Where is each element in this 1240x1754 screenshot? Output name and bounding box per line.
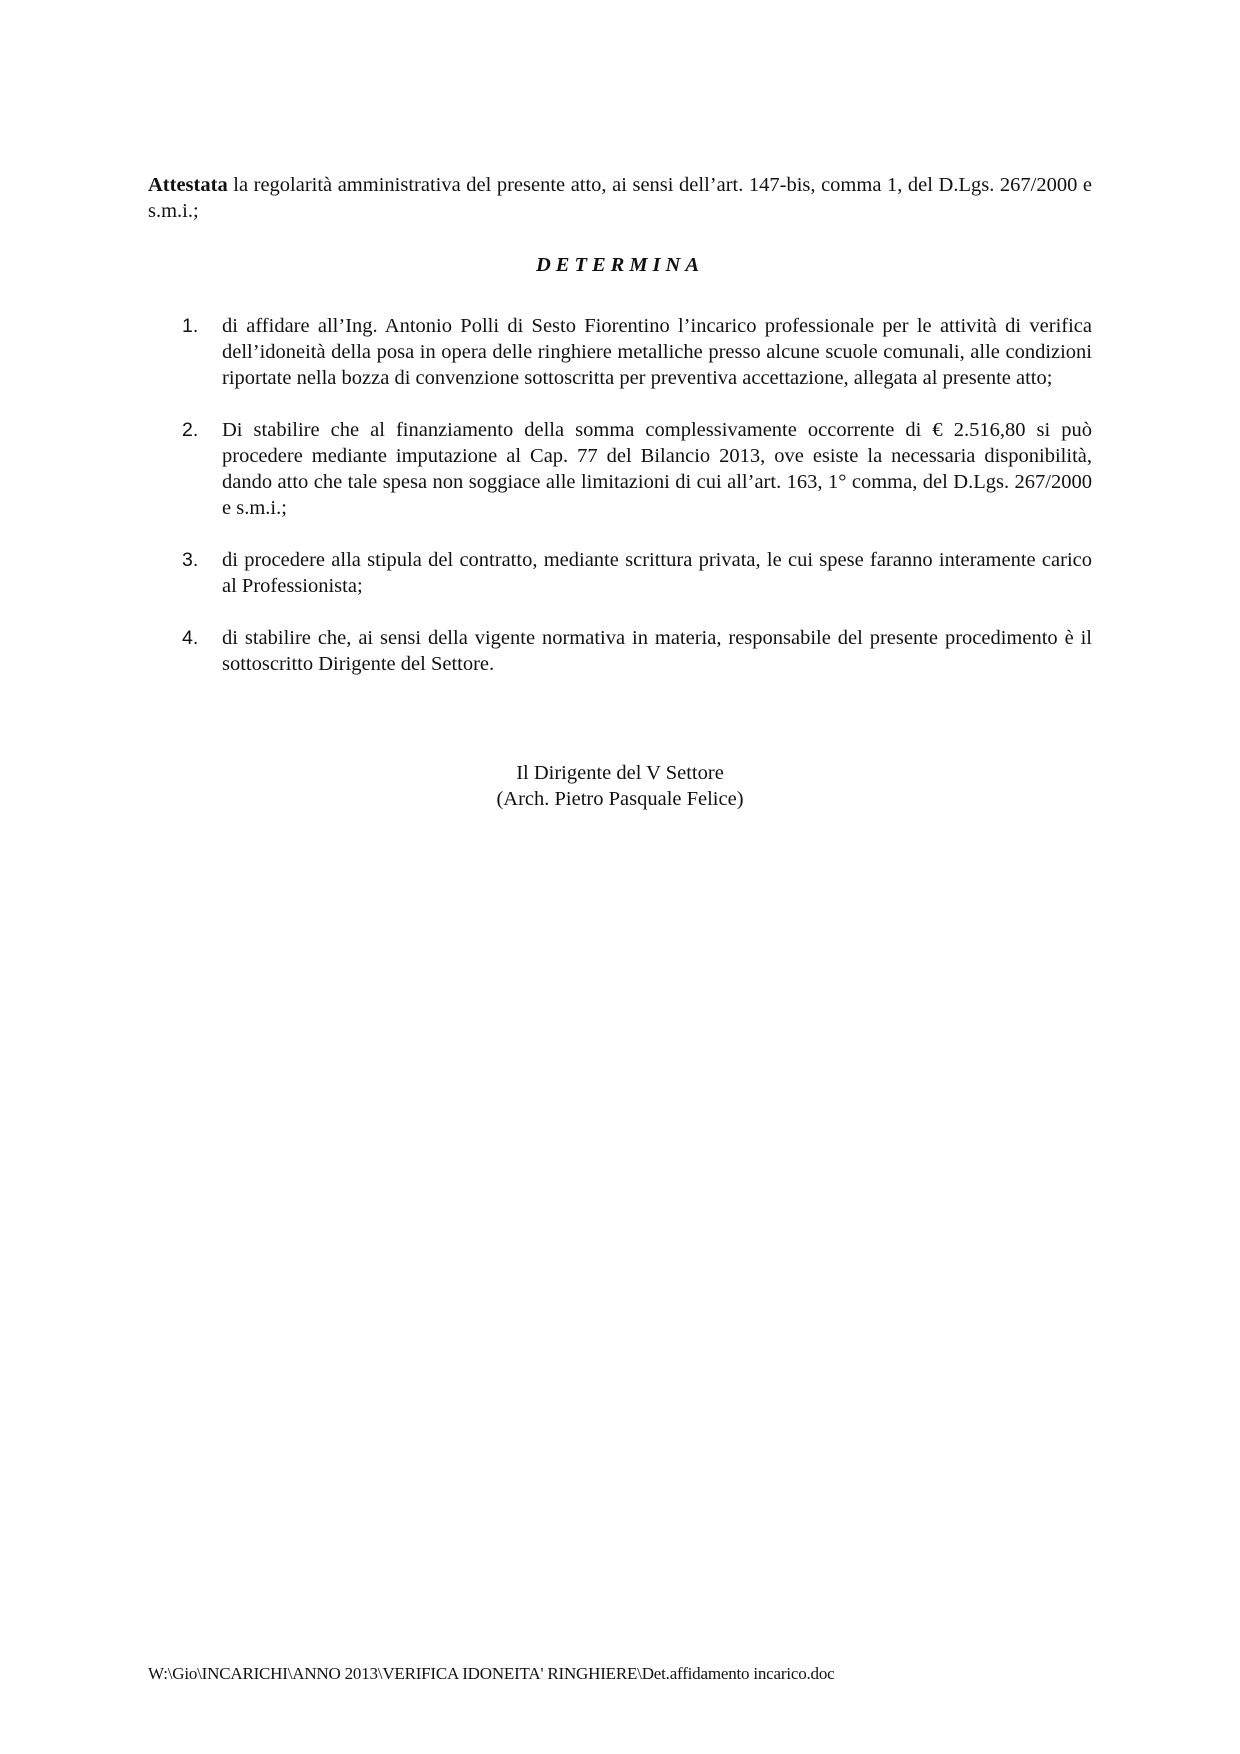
intro-paragraph — [148, 172, 1092, 224]
list-item-1 — [148, 313, 1092, 391]
determina-heading: DETERMINA — [535, 254, 705, 276]
determination-list — [148, 313, 1092, 703]
list-item-text: di affidare all’Ing. Antonio Polli di Sesto Fiorentino l’incarico professionale per le attività di verifica dell’idoneità della posa in opera delle ringhiere metalliche presso alcune scuole comunali, alle condizioni riportate nella bozza di convenzione sottoscritta per preventiva accettazione, allegata al presente atto; — [222, 315, 1092, 389]
list-item-number: 3. — [182, 549, 199, 571]
list-item-number: 4. — [182, 627, 199, 649]
list-item-4 — [148, 625, 1092, 677]
intro-text: la regolarità amministrativa del presente atto, ai sensi dell’art. 147-bis, comma 1, del D.Lgs. 267/2000 e s.m.i.; — [148, 174, 1092, 222]
list-item-text: di procedere alla stipula del contratto, mediante scrittura privata, le cui spese faranno interamente carico al Professionista; — [222, 549, 1092, 597]
list-item-number: 2. — [182, 419, 199, 441]
footer-file-path: W:\Gio\INCARICHI\ANNO 2013\VERIFICA IDONEITA' RINGHIERE\Det.affidamento incarico.doc — [148, 1664, 835, 1683]
intro-lead: Attestata — [148, 174, 228, 196]
list-item-text: di stabilire che, ai sensi della vigente normativa in materia, responsabile del presente procedimento è il sottoscritto Dirigente del Settore. — [222, 627, 1092, 675]
list-item-number: 1. — [182, 315, 199, 337]
list-item-text: Di stabilire che al finanziamento della somma complessivamente occorrente di € 2.516,80 si può procedere mediante imputazione al Cap. 77 del Bilancio 2013, ove esiste la necessaria disponibilità, dando atto che tale spesa non soggiace alle limitazioni di cui all’art. 163, 1° comma, del D.Lgs. 267/2000 e s.m.i.; — [222, 419, 1092, 519]
signature-role: Il Dirigente del V Settore — [516, 762, 724, 784]
list-item-3 — [148, 547, 1092, 599]
list-item-2 — [148, 417, 1092, 521]
signature-name: (Arch. Pietro Pasquale Felice) — [496, 788, 744, 810]
signature-block — [0, 760, 1240, 812]
